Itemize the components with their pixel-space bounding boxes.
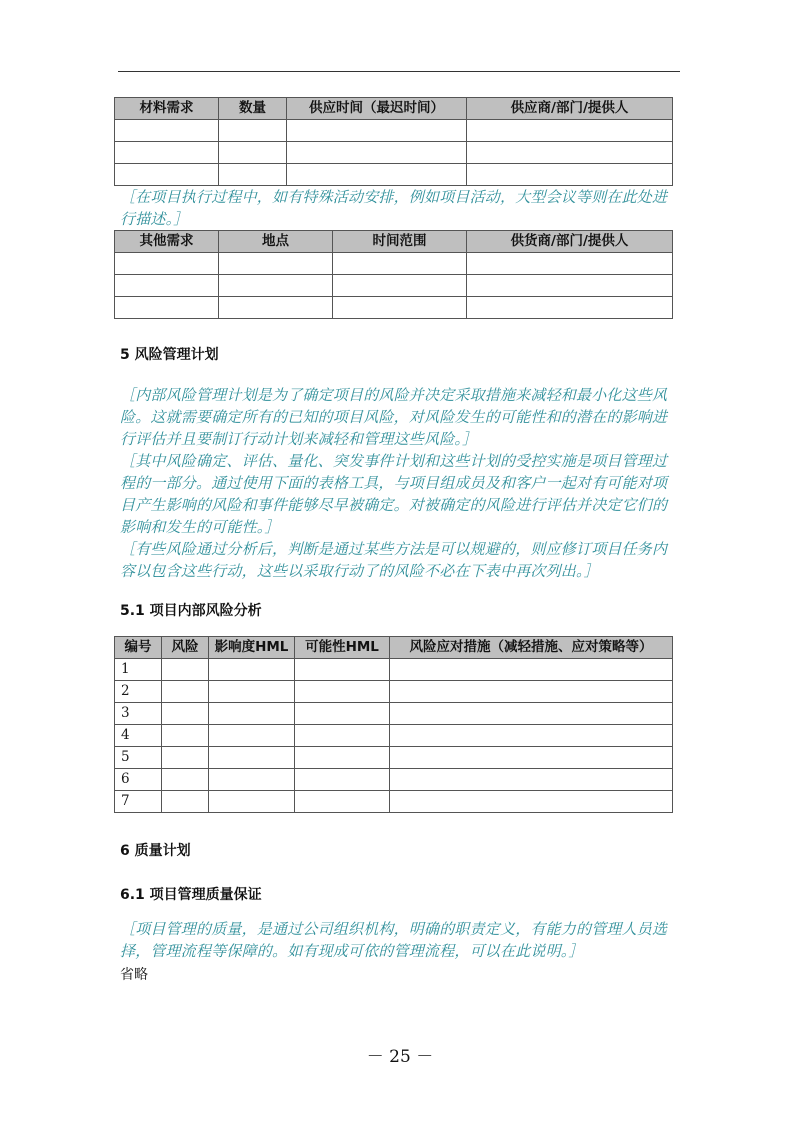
table-cell	[467, 253, 673, 275]
table-cell	[209, 659, 295, 681]
table-cell	[390, 703, 673, 725]
section-6-1-heading: 6.1 项目管理质量保证	[120, 887, 262, 903]
table-cell	[295, 681, 390, 703]
table-cell	[295, 769, 390, 791]
table-cell	[467, 164, 673, 186]
table-header-row	[115, 98, 673, 120]
page-number: － 25 －	[366, 1047, 434, 1067]
risk-analysis-table	[114, 636, 673, 813]
risk-note-2: ［其中风险确定、评估、量化、突发事件计划和这些计划的受控实施是项目管理过程的一部分。通过使用下面的表格工具，与项目组成员及和客户一起对有可能对项目产生影响的风险和事件能够尽早被确定。对被确定的风险进行评估并决定它们的影响和发生的可能性。］	[120, 452, 668, 536]
activities-note: ［在项目执行过程中，如有特殊活动安排，例如项目活动，大型会议等则在此处进行描述。］	[120, 188, 668, 228]
table-cell	[162, 681, 209, 703]
header-rule	[118, 71, 680, 72]
table-header-cell: 可能性HML	[295, 637, 390, 659]
body-text: 省略	[120, 967, 148, 983]
table-header-row	[115, 231, 673, 253]
table-cell	[295, 747, 390, 769]
table-cell	[115, 275, 219, 297]
table-cell: 3	[115, 703, 162, 725]
section-6-heading: 6 质量计划	[120, 843, 191, 859]
table-header-cell: 材料需求	[115, 98, 219, 120]
table-header-cell: 数量	[219, 98, 287, 120]
table-cell	[115, 297, 219, 319]
table-header-cell: 供应时间（最迟时间）	[287, 98, 467, 120]
table-cell	[219, 253, 333, 275]
table-cell	[209, 769, 295, 791]
table-row	[115, 253, 673, 275]
table-cell	[295, 791, 390, 813]
table-cell	[295, 659, 390, 681]
table-row	[115, 703, 673, 725]
table-row	[115, 275, 673, 297]
table-cell	[467, 120, 673, 142]
table-cell	[209, 725, 295, 747]
table-cell	[287, 142, 467, 164]
table-cell: 5	[115, 747, 162, 769]
table-cell	[390, 747, 673, 769]
table-cell	[287, 164, 467, 186]
table-cell	[467, 142, 673, 164]
table-header-cell: 供应商/部门/提供人	[467, 98, 673, 120]
other-requirements-table	[114, 230, 673, 319]
table-header-row	[115, 637, 673, 659]
table-row	[115, 725, 673, 747]
table-cell	[219, 164, 287, 186]
table-cell: 6	[115, 769, 162, 791]
table-cell	[209, 681, 295, 703]
table-cell	[115, 120, 219, 142]
table-cell	[295, 703, 390, 725]
table-cell	[115, 142, 219, 164]
table-row	[115, 120, 673, 142]
quality-note: ［项目管理的质量，是通过公司组织机构，明确的职责定义，有能力的管理人员选择，管理流程等保障的。如有现成可依的管理流程，可以在此说明。］	[120, 920, 668, 960]
table-cell	[390, 769, 673, 791]
table-cell	[209, 747, 295, 769]
table-cell	[295, 725, 390, 747]
table-cell	[209, 703, 295, 725]
table-cell	[390, 659, 673, 681]
table-header-cell: 编号	[115, 637, 162, 659]
table-cell	[390, 725, 673, 747]
table-cell	[162, 769, 209, 791]
table-cell	[287, 120, 467, 142]
table-cell	[162, 703, 209, 725]
table-header-cell: 供货商/部门/提供人	[467, 231, 673, 253]
table-header-cell: 时间范围	[333, 231, 467, 253]
table-cell: 7	[115, 791, 162, 813]
table-cell	[219, 120, 287, 142]
table-row	[115, 142, 673, 164]
table-cell	[162, 791, 209, 813]
table-cell	[333, 253, 467, 275]
risk-note-3: ［有些风险通过分析后，判断是通过某些方法是可以规避的，则应修订项目任务内容以包含这些行动，这些以采取行动了的风险不必在下表中再次列出。］	[120, 540, 668, 580]
table-cell	[219, 275, 333, 297]
table-cell	[115, 164, 219, 186]
table-row	[115, 297, 673, 319]
table-cell	[219, 142, 287, 164]
risk-note-1: ［内部风险管理计划是为了确定项目的风险并决定采取措施来减轻和最小化这些风险。这就需要确定所有的已知的项目风险，对风险发生的可能性和的潜在的影响进行评估并且要制订行动计划来减轻和管理这些风险。］	[120, 386, 668, 448]
table-cell	[162, 725, 209, 747]
table-cell	[162, 747, 209, 769]
table-row	[115, 791, 673, 813]
table-row	[115, 681, 673, 703]
table-cell	[333, 297, 467, 319]
table-header-cell: 其他需求	[115, 231, 219, 253]
table-cell	[115, 253, 219, 275]
table-cell: 4	[115, 725, 162, 747]
table-cell	[333, 275, 467, 297]
table-row	[115, 164, 673, 186]
table-header-cell: 风险	[162, 637, 209, 659]
table-row	[115, 769, 673, 791]
table-cell	[467, 297, 673, 319]
table-row	[115, 747, 673, 769]
table-cell: 1	[115, 659, 162, 681]
table-cell	[209, 791, 295, 813]
section-5-1-heading: 5.1 项目内部风险分析	[120, 603, 262, 619]
table-cell	[390, 791, 673, 813]
table-cell: 2	[115, 681, 162, 703]
section-5-heading: 5 风险管理计划	[120, 347, 219, 363]
materials-table	[114, 97, 673, 186]
table-cell	[467, 275, 673, 297]
table-header-cell: 影响度HML	[209, 637, 295, 659]
table-row	[115, 659, 673, 681]
table-cell	[162, 659, 209, 681]
table-cell	[390, 681, 673, 703]
table-header-cell: 地点	[219, 231, 333, 253]
table-header-cell: 风险应对措施（减轻措施、应对策略等）	[390, 637, 673, 659]
table-cell	[219, 297, 333, 319]
